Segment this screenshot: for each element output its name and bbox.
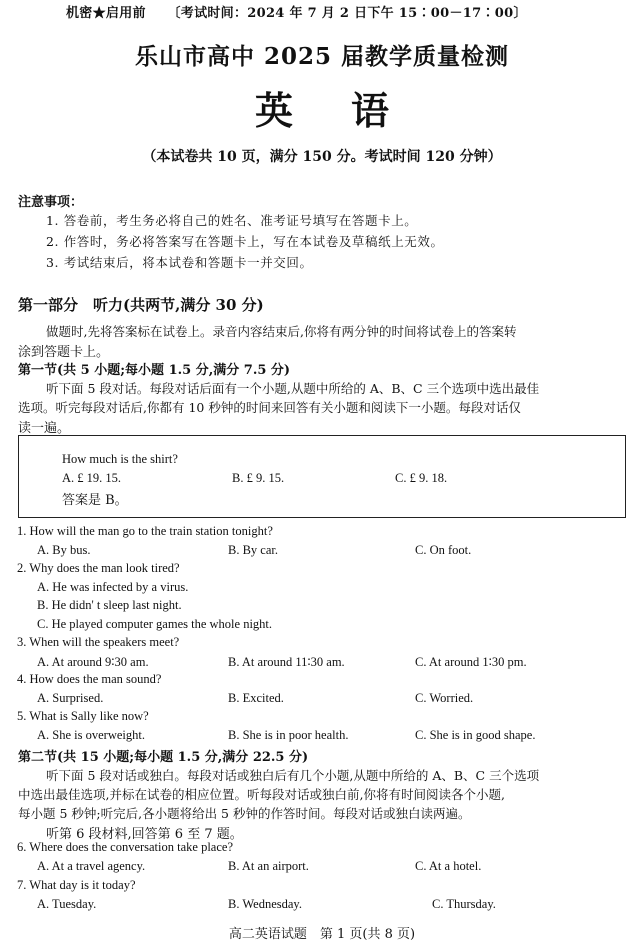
- section-instructions: 听下面 5 段对话或独白。每段对话或独白后有几个小题,从题中所给的 A、B、C 三个选项: [46, 768, 540, 783]
- section-instructions: 选项。听完每段对话后,你都有 10 秒钟的时间来回答有关小题和阅读下一小题。每段对话仅: [18, 400, 521, 415]
- question-1: 1. How will the man go to the train station tonight?: [17, 524, 273, 538]
- option-b: B. At an airport.: [228, 859, 309, 873]
- question-4: 4. How does the man sound?: [17, 672, 162, 686]
- question-2: 2. Why does the man look tired?: [17, 561, 180, 575]
- option-b: B. At around 11∶30 am.: [228, 655, 345, 669]
- question-5: 5. What is Sally like now?: [17, 709, 149, 723]
- option-b: B. She is in poor health.: [228, 728, 349, 742]
- option-c: C. Thursday.: [432, 897, 496, 911]
- question-3: 3. When will the speakers meet?: [17, 635, 180, 649]
- example-option-c: C. £ 9. 18.: [395, 471, 448, 485]
- question-6: 6. Where does the conversation take place?: [17, 840, 233, 854]
- option-b: B. He didn' t sleep last night.: [37, 598, 182, 612]
- option-b: B. By car.: [228, 543, 278, 557]
- option-c: C. At a hotel.: [415, 859, 482, 873]
- notice-item: 2. 作答时，务必将答案写在答题卡上，写在本试卷及草稿纸上无效。: [46, 234, 444, 249]
- material-note: 听第 6 段材料,回答第 6 至 7 题。: [46, 827, 243, 842]
- section-instructions: 听下面 5 段对话。每段对话后面有一个小题,从题中所给的 A、B、C 三个选项中选出最佳: [46, 381, 540, 396]
- option-a: A. She is overweight.: [37, 728, 145, 742]
- option-c: C. On foot.: [415, 543, 472, 557]
- confidential-label: [66, 2, 527, 21]
- paper-note: （本试卷共 10 页，满分 150 分。考试时间 120 分钟）: [142, 149, 502, 165]
- option-a: A. He was infected by a virus.: [37, 580, 189, 594]
- example-option-b: B. £ 9. 15.: [232, 471, 285, 485]
- part-intro: 做题时,先将答案标在试卷上。录音内容结束后,你将有两分钟的时间将试卷上的答案转: [46, 324, 517, 339]
- option-c: C. He played computer games the whole night.: [37, 617, 273, 631]
- section-instructions: 中选出最佳选项,并标在试卷的相应位置。听每段对话或独白前,你将有时间阅读各个小题,: [18, 787, 505, 802]
- option-c: C. Worried.: [415, 691, 474, 705]
- section-instructions: 每小题 5 秒钟;听完后,各小题将给出 5 秒钟的作答时间。每段对话或独白读两遍。: [18, 806, 471, 821]
- part-title: 第一部分 听力(共两节,满分 30 分): [18, 296, 264, 314]
- option-a: A. Surprised.: [37, 691, 104, 705]
- option-c: C. At around 1∶30 pm.: [415, 655, 527, 669]
- example-option-a: A. £ 19. 15.: [62, 471, 122, 485]
- option-a: A. At a travel agency.: [37, 859, 146, 873]
- option-c: C. She is in good shape.: [415, 728, 536, 742]
- exam-time-note: 〔考试时间：2024 年 7 月 2 日下午 15∶00－17∶00〕: [167, 6, 527, 21]
- notice-item: 3. 考试结束后，将本试卷和答题卡一并交回。: [46, 255, 313, 270]
- option-a: A. At around 9∶30 am.: [37, 655, 149, 669]
- section-title: 第二节(共 15 小题;每小题 1.5 分,满分 22.5 分): [18, 750, 309, 765]
- option-b: B. Wednesday.: [228, 897, 302, 911]
- notice-heading: 注意事项：: [18, 195, 84, 210]
- part-intro: 涂到答题卡上。: [18, 345, 110, 360]
- page-footer: 高二英语试题 第 1 页(共 8 页): [228, 927, 416, 942]
- confidential-text: 机密★启用前: [66, 6, 146, 21]
- notice-item: 1. 答卷前，考生务必将自己的姓名、准考证号填写在答题卡上。: [46, 213, 418, 228]
- option-a: A. Tuesday.: [37, 897, 97, 911]
- option-b: B. Excited.: [228, 691, 284, 705]
- section-instructions: 读一遍。: [18, 421, 71, 436]
- exam-title: 乐山市高中 2025 届教学质量检测: [134, 43, 510, 70]
- question-7: 7. What day is it today?: [17, 878, 136, 892]
- subject-title: 英语: [254, 88, 447, 133]
- option-a: A. By bus.: [37, 543, 91, 557]
- section-title: 第一节(共 5 小题;每小题 1.5 分,满分 7.5 分): [18, 363, 291, 378]
- example-answer: 答案是 B。: [62, 493, 128, 508]
- example-question: How much is the shirt?: [62, 452, 178, 466]
